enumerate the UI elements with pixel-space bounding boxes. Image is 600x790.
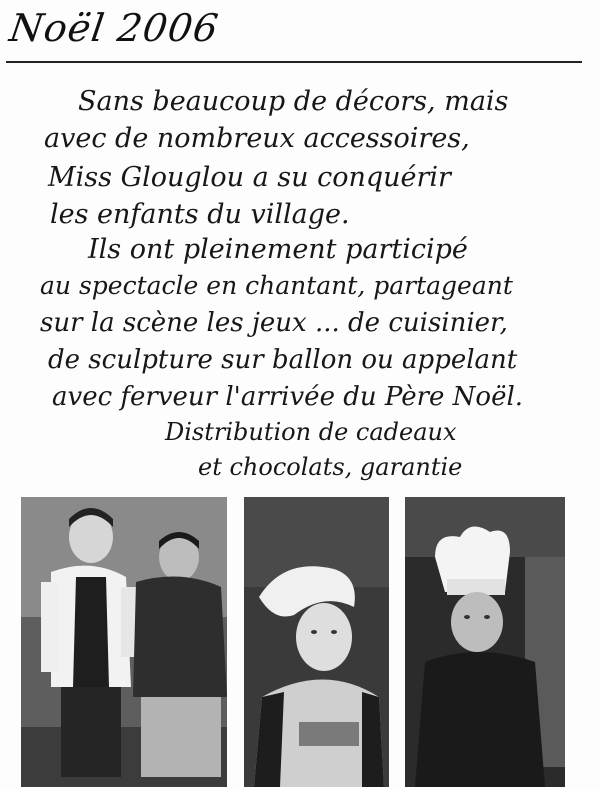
text-line: Sans beaucoup de décors, mais <box>78 86 509 117</box>
photo-child-chef-hat <box>405 497 565 787</box>
text-line: Ils ont pleinement participé <box>88 234 468 265</box>
text-line: et chocolats, garantie <box>198 453 463 481</box>
text-line: de sculpture sur ballon ou appelant <box>48 345 518 375</box>
photo-child-balloon-hat <box>244 497 389 787</box>
text-line: avec de nombreux accessoires, <box>44 123 470 154</box>
handwritten-paragraph <box>0 78 600 498</box>
text-line: avec ferveur l'arrivée du Père Noël. <box>52 382 524 412</box>
title-underline <box>6 61 582 63</box>
text-line: les enfants du village. <box>50 199 350 230</box>
page-title: Noël 2006 <box>6 6 222 50</box>
photo-two-boys <box>21 497 227 787</box>
text-line: sur la scène les jeux ... de cuisinier, <box>40 308 508 338</box>
text-line: Miss Glouglou a su conquérir <box>48 162 451 193</box>
text-line: au spectacle en chantant, partageant <box>40 271 513 300</box>
text-line: Distribution de cadeaux <box>165 418 457 446</box>
